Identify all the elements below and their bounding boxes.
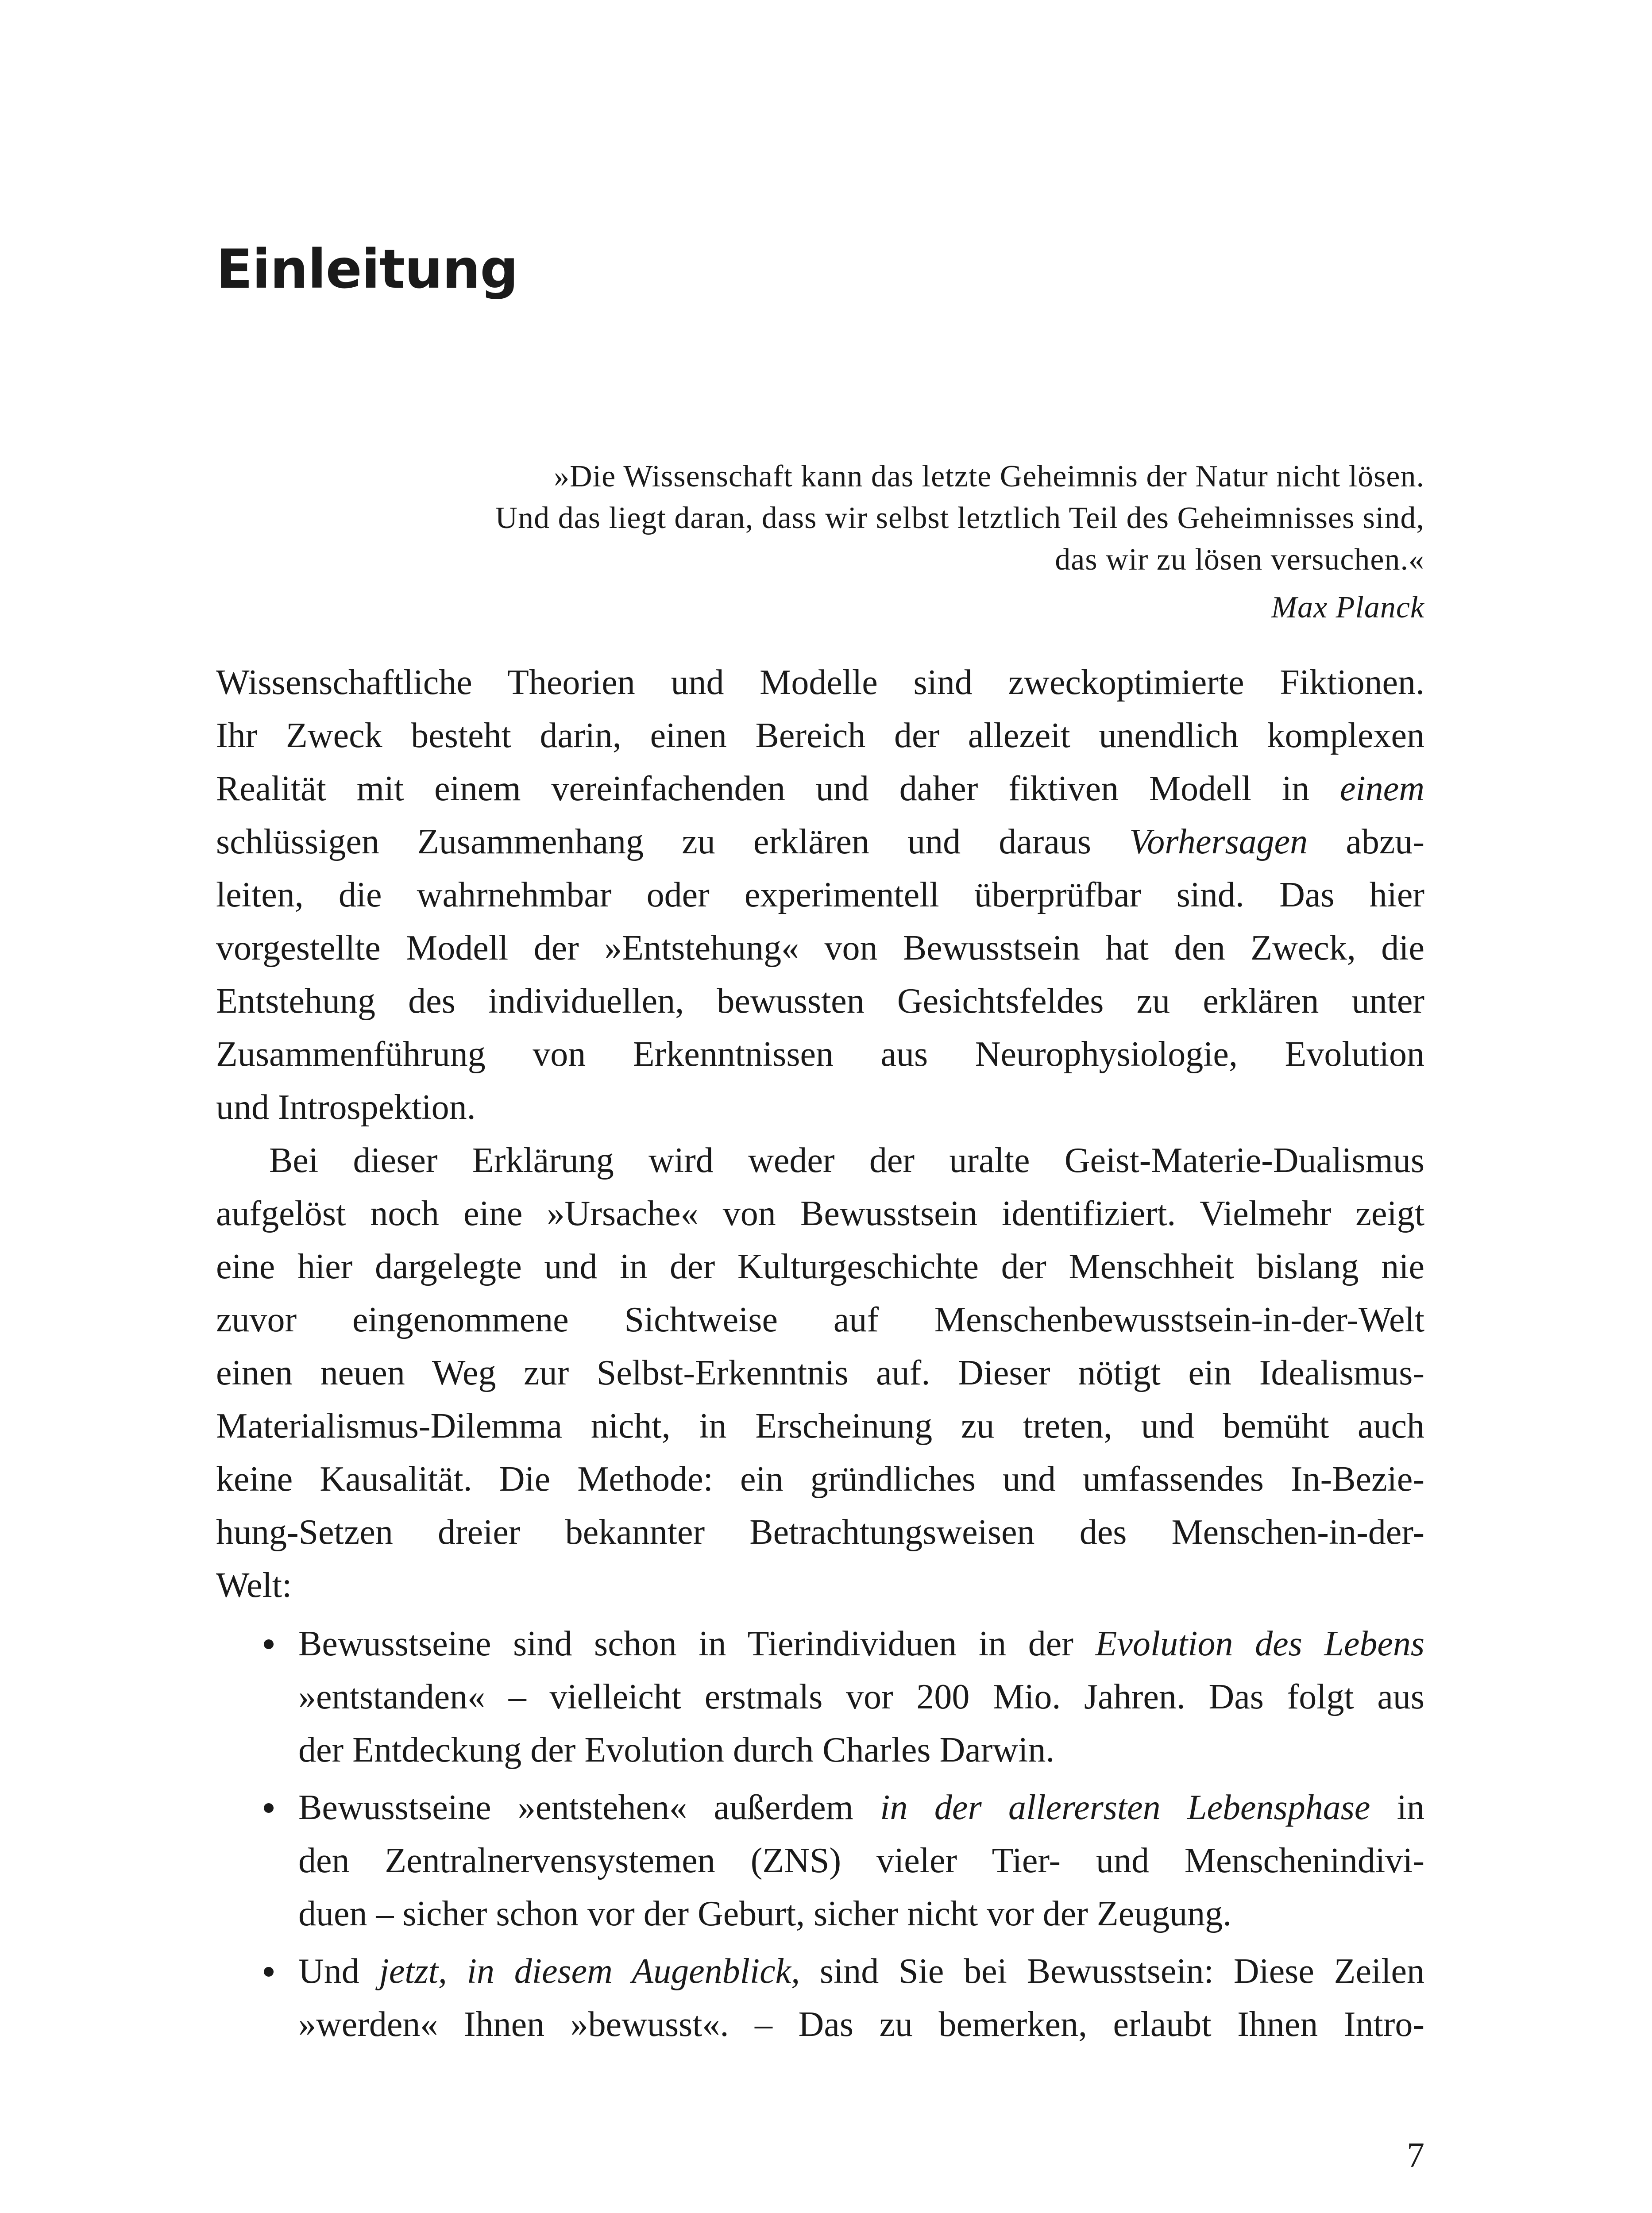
text-line: Materialismus-Dilemma nicht, in Erscheinung zu treten, und bemüht auch [216, 1407, 1424, 1446]
text-line: Ihr Zweck besteht darin, einen Bereich der allezeit unendlich komplexen [216, 716, 1424, 755]
text-run: Bewusstseine »entstehen« außerdem [298, 1788, 880, 1827]
text-line: keine Kausalität. Die Methode: ein gründliches und umfassendes In-Bezie- [216, 1460, 1424, 1499]
text-run: sind Sie bei Bewusstsein: Diese Zeilen [800, 1952, 1425, 1991]
emphasis-text: in der allerersten Lebensphase [880, 1788, 1370, 1827]
chapter-heading: Einleitung [216, 238, 518, 301]
text-run: in [1370, 1788, 1424, 1827]
text-line: aufgelöst noch eine »Ursache« von Bewusstsein identifiziert. Vielmehr zeigt [216, 1194, 1424, 1233]
epigraph-line: Und das liegt daran, dass wir selbst letztlich Teil des Geheimnisses sind, [495, 501, 1424, 535]
bullet-icon [264, 1639, 274, 1649]
epigraph [266, 456, 1424, 628]
body-text [216, 656, 1424, 2051]
text-line: hung-Setzen dreier bekannter Betrachtungsweisen des Menschen-in-der- [216, 1513, 1424, 1552]
text-line: Bei dieser Erklärung wird weder der uralte Geist-Materie-Dualismus [269, 1141, 1424, 1180]
emphasis-text: einem [1339, 769, 1424, 808]
text-line: vorgestellte Modell der »Entstehung« von Bewusstsein hat den Zweck, die [216, 929, 1424, 968]
emphasis-text: jetzt, in diesem Augenblick, [379, 1952, 800, 1991]
epigraph-line: »Die Wissenschaft kann das letzte Geheimnis der Natur nicht lösen. [554, 459, 1424, 493]
text-line [298, 1945, 1424, 1998]
text-run: Und [298, 1952, 379, 1991]
text-line: duen – sicher schon vor der Geburt, sicher nicht vor der Zeugung. [298, 1894, 1232, 1933]
text-line: »werden« Ihnen »bewusst«. – Das zu bemerken, erlaubt Ihnen Intro- [298, 2005, 1424, 2044]
text-line: eine hier dargelegte und in der Kulturgeschichte der Menschheit bislang nie [216, 1247, 1424, 1286]
list-item [216, 1617, 1424, 1777]
text-line: Welt: [216, 1566, 292, 1605]
emphasis-text: Vorhersagen [1129, 822, 1308, 861]
text-run: Realität mit einem vereinfachenden und daher fiktiven Modell in [216, 769, 1340, 808]
paragraph-1 [216, 656, 1424, 1134]
bullet-icon [264, 1803, 274, 1813]
text-line: den Zentralnervensystemen (ZNS) vieler Tier- und Menschenindivi- [298, 1841, 1424, 1880]
text-line: »entstanden« – vielleicht erstmals vor 200 Mio. Jahren. Das folgt aus [298, 1677, 1424, 1716]
text-line [298, 1781, 1424, 1834]
text-line [216, 815, 1424, 868]
text-line: und Introspektion. [216, 1088, 476, 1127]
list-item [216, 1945, 1424, 2051]
text-line [298, 1617, 1424, 1670]
bullet-list [216, 1617, 1424, 2051]
bullet-icon [264, 1967, 274, 1977]
text-line: Wissenschaftliche Theorien und Modelle sind zweckoptimierte Fiktionen. [216, 663, 1424, 702]
text-line: Zusammenführung von Erkenntnissen aus Neurophysiologie, Evolution [216, 1035, 1424, 1074]
text-line: zuvor eingenommene Sichtweise auf Menschenbewusstsein-in-der-Welt [216, 1300, 1424, 1339]
text-line: einen neuen Weg zur Selbst-Erkenntnis auf. Dieser nötigt ein Idealismus- [216, 1353, 1424, 1392]
text-run: Bewusstseine sind schon in Tierindividuen in der [298, 1624, 1096, 1663]
list-item [216, 1781, 1424, 1940]
epigraph-author: Max Planck [1271, 590, 1424, 625]
text-line: Entstehung des individuellen, bewussten Gesichtsfeldes zu erklären unter [216, 982, 1424, 1021]
emphasis-text: Evolution des Lebens [1095, 1624, 1424, 1663]
text-line: leiten, die wahrnehmbar oder experimentell überprüfbar sind. Das hier [216, 875, 1424, 914]
page-number: 7 [1407, 2136, 1424, 2175]
text-run: abzu- [1308, 822, 1424, 861]
text-run: schlüssigen Zusammenhang zu erklären und daraus [216, 822, 1130, 861]
text-line [216, 762, 1424, 815]
paragraph-2 [216, 1134, 1424, 1612]
text-line: der Entdeckung der Evolution durch Charles Darwin. [298, 1731, 1055, 1770]
epigraph-line: das wir zu lösen versuchen.« [1055, 543, 1424, 577]
